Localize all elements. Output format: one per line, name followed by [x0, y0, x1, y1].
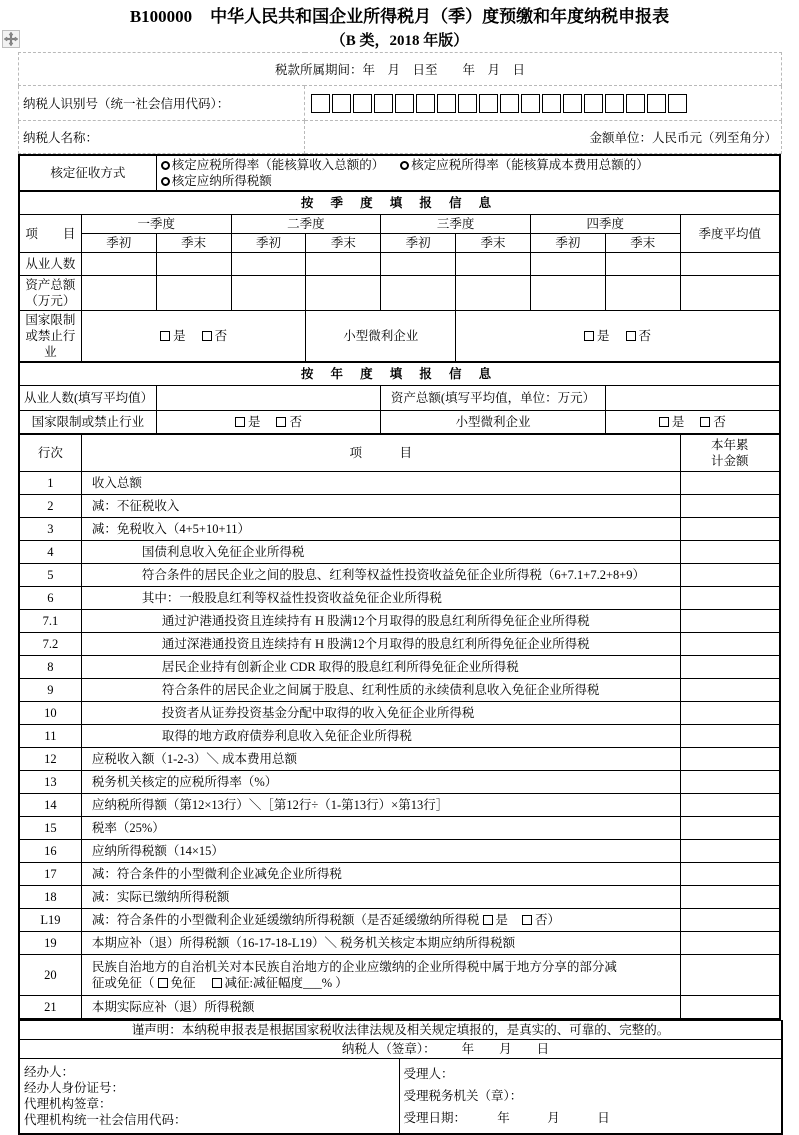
l19-no-label: 否） — [535, 913, 561, 927]
annual-flags-row — [19, 411, 780, 435]
table-row — [19, 587, 780, 610]
row-amount-7-1[interactable] — [680, 610, 780, 633]
row-item-3 — [81, 518, 680, 541]
table-row — [19, 748, 780, 771]
checkbox-annual-restricted-no-icon[interactable] — [276, 417, 286, 427]
quarterly-assets-q1-start[interactable] — [81, 276, 156, 311]
row-number-3: 3 — [19, 518, 81, 541]
checkbox-partial-reduce-icon[interactable] — [212, 978, 222, 988]
tax-period-value: 年 月 日至 年 月 日 — [362, 63, 526, 77]
quarterly-assets-q2-end[interactable] — [306, 276, 381, 311]
row-item-17 — [81, 863, 680, 886]
quarterly-small-profit-no: 否 — [638, 329, 652, 343]
row-number-19: 19 — [19, 932, 81, 955]
col-header-amount — [680, 434, 780, 472]
taxpayer-id-box-2[interactable] — [332, 94, 351, 113]
quarterly-staff-row — [19, 253, 780, 276]
row-item-text: 符合条件的居民企业之间的股息、红利等权益性投资收益免征企业所得税（6+7.1+7.2+8+9） — [141, 568, 646, 582]
checkbox-annual-small-profit-no-icon[interactable] — [700, 417, 710, 427]
row-item-text: 其中：一般股息红利等权益性投资收益免征企业所得税 — [141, 591, 442, 605]
currency-unit-label: 金额单位：人民币元（列至角分） — [305, 121, 782, 154]
row-item-text: 税务机关核定的应税所得率（%） — [91, 775, 278, 789]
table-row — [19, 817, 780, 840]
footer-right-1: 受理税务机关（章）： — [403, 1089, 523, 1103]
annual-restricted-label: 国家限制或禁止行业 — [19, 411, 156, 435]
col-header-amount-line2: 计金额 — [711, 454, 749, 468]
table-row — [19, 518, 780, 541]
table-row — [19, 771, 780, 794]
table-row — [19, 564, 780, 587]
row-item-text: 应税收入额（1-2-3）＼ 成本费用总额 — [91, 752, 298, 766]
quarterly-assets-label: 资产总额（万元） — [19, 276, 81, 311]
row-amount-7-2[interactable] — [680, 633, 780, 656]
quarterly-assets-q4-end[interactable] — [605, 276, 680, 311]
quarterly-small-profit-choices[interactable] — [456, 311, 780, 363]
row-amount-11[interactable] — [680, 725, 780, 748]
quarterly-section-title-row — [19, 191, 780, 215]
checkbox-restricted-yes-icon[interactable] — [160, 331, 170, 341]
radio-assessed-income-rate-cost-icon[interactable] — [400, 161, 409, 170]
quarterly-assets-q1-end[interactable] — [156, 276, 231, 311]
form-title-main: 中华人民共和国企业所得税月（季）度预缴和年度纳税申报表 — [210, 7, 670, 26]
taxpayer-name-row — [19, 121, 782, 154]
signature-row — [19, 1040, 782, 1059]
row-item-20 — [81, 955, 680, 996]
table-row — [19, 679, 780, 702]
annual-section-title: 按 年 度 填 报 信 息 — [19, 362, 780, 386]
q3-end-header: 季末 — [456, 234, 531, 253]
row-number-16: 16 — [19, 840, 81, 863]
row-item-text: 居民企业持有创新企业 CDR 取得的股息红利所得免征企业所得税 — [161, 660, 519, 674]
table-row — [19, 633, 780, 656]
radio-assessed-income-rate-revenue-icon[interactable] — [161, 161, 170, 170]
quarterly-header-row-2 — [19, 234, 780, 253]
row-number-5: 5 — [19, 564, 81, 587]
row-item-15 — [81, 817, 680, 840]
tax-period-label: 税款所属期间： — [274, 63, 363, 77]
row-number-12: 12 — [19, 748, 81, 771]
taxpayer-id-box-4[interactable] — [374, 94, 393, 113]
annual-small-profit-yes: 是 — [671, 415, 685, 429]
quarterly-assets-row — [19, 276, 780, 311]
row-item-16 — [81, 840, 680, 863]
checkbox-annual-restricted-yes-icon[interactable] — [235, 417, 245, 427]
row-number-L19: L19 — [19, 909, 81, 932]
taxpayer-name-label: 纳税人名称： — [19, 121, 305, 154]
row-amount-5[interactable] — [680, 564, 780, 587]
row-number-13: 13 — [19, 771, 81, 794]
row-item-19 — [81, 932, 680, 955]
assessment-option-0: 核定应税所得率（能核算收入总额的） — [171, 158, 385, 172]
tax-period-cell — [19, 53, 782, 86]
row-number-1: 1 — [19, 472, 81, 495]
quarterly-staff-label: 从业人数 — [19, 253, 81, 276]
row-amount-12[interactable] — [680, 748, 780, 771]
row-item-text: 符合条件的居民企业之间属于股息、红利性质的永续债利息收入免征企业所得税 — [161, 683, 600, 697]
row-amount-18[interactable] — [680, 886, 780, 909]
form-title-block — [0, 0, 799, 52]
table-row — [19, 541, 780, 564]
row-amount-6[interactable] — [680, 587, 780, 610]
annual-staff-assets-row — [19, 386, 780, 411]
row-item-7-2 — [81, 633, 680, 656]
quarterly-small-profit-label: 小型微利企业 — [306, 311, 456, 363]
taxpayer-id-box-16[interactable] — [626, 94, 645, 113]
quarterly-small-profit-yes: 是 — [597, 329, 610, 343]
row-amount-3[interactable] — [680, 518, 780, 541]
quarterly-staff-q2-end[interactable] — [306, 253, 381, 276]
taxpayer-id-boxes-cell[interactable] — [305, 86, 782, 121]
footer-right-2: 受理日期： 年 月 日 — [403, 1111, 610, 1125]
q3-start-header: 季初 — [381, 234, 456, 253]
row-amount-9[interactable] — [680, 679, 780, 702]
row-item-text: 减：免税收入（4+5+10+11） — [91, 522, 251, 536]
row20-prefix: 征或免征（ — [91, 976, 158, 990]
row-item-text: 减：符合条件的小型微利企业减免企业所得税 — [91, 867, 342, 881]
row-item-5 — [81, 564, 680, 587]
row-item-2 — [81, 495, 680, 518]
quarterly-staff-q2-start[interactable] — [231, 253, 306, 276]
row-amount-13[interactable] — [680, 771, 780, 794]
footer-right-0: 受理人： — [403, 1067, 454, 1081]
taxpayer-id-boxes[interactable] — [309, 94, 777, 113]
taxpayer-id-box-18[interactable] — [668, 94, 687, 113]
assessment-method-options[interactable] — [156, 155, 780, 191]
quarterly-assets-q4-start[interactable] — [530, 276, 605, 311]
annual-restricted-yes: 是 — [247, 415, 261, 429]
l19-yes-label: 是 — [495, 913, 509, 927]
table-row — [19, 996, 780, 1020]
row20-reduce-label: 减征:减征幅度___% ） — [224, 976, 348, 990]
taxpayer-id-box-12[interactable] — [542, 94, 561, 113]
row-amount-10[interactable] — [680, 702, 780, 725]
row-item-6 — [81, 587, 680, 610]
checkbox-restricted-no-icon[interactable] — [202, 331, 212, 341]
row-item-7-1 — [81, 610, 680, 633]
footer-left-1: 经办人身份证号： — [24, 1081, 125, 1095]
taxpayer-id-box-1[interactable] — [311, 94, 330, 113]
quarterly-flags-row — [19, 311, 780, 363]
form-title-line1 — [0, 4, 799, 30]
row-amount-15[interactable] — [680, 817, 780, 840]
row-item-text: 通过深港通投资且连续持有 H 股满12个月取得的股息红利所得免征企业所得税 — [161, 637, 590, 651]
assessment-options-line1 — [161, 157, 775, 173]
row-number-7-2: 7.2 — [19, 633, 81, 656]
quarterly-assets-q3-end[interactable] — [456, 276, 531, 311]
row-item-12 — [81, 748, 680, 771]
row-item-8 — [81, 656, 680, 679]
row-amount-17[interactable] — [680, 863, 780, 886]
declaration-footer-table — [18, 1020, 783, 1135]
taxpayer-id-label: 纳税人识别号（统一社会信用代码）： — [19, 86, 305, 121]
assessment-options-line2 — [161, 173, 775, 189]
header-table — [18, 52, 782, 154]
row-item-text: 本期应补（退）所得税额（16-17-18-L19）＼ 税务机关核定本期应纳所得税额 — [91, 936, 516, 950]
taxpayer-id-box-13[interactable] — [563, 94, 582, 113]
annual-restricted-choices[interactable] — [156, 411, 381, 435]
taxpayer-id-box-3[interactable] — [353, 94, 372, 113]
table-row — [19, 702, 780, 725]
row-amount-19[interactable] — [680, 932, 780, 955]
row-item-14 — [81, 794, 680, 817]
row-item-13 — [81, 771, 680, 794]
row-item-text: 投资者从证券投资基金分配中取得的收入免征企业所得税 — [161, 706, 475, 720]
quarterly-restricted-no: 否 — [214, 329, 228, 343]
quarterly-item-header: 项 目 — [19, 215, 81, 253]
row-item-text: 本期实际应补（退）所得税额 — [91, 1000, 255, 1014]
col-header-item: 项 目 — [81, 434, 680, 472]
footer-left-cell — [19, 1059, 399, 1135]
row-amount-16[interactable] — [680, 840, 780, 863]
quarterly-restricted-label: 国家限制或禁止行业 — [19, 311, 81, 363]
quarterly-restricted-choices[interactable] — [81, 311, 306, 363]
q1-end-header: 季末 — [156, 234, 231, 253]
row-item-text — [86, 959, 676, 991]
annual-restricted-no: 否 — [289, 415, 302, 429]
footer-left-2: 代理机构签章： — [24, 1097, 112, 1111]
annual-assets-label: 资产总额(填写平均值，单位：万元） — [381, 386, 606, 411]
checkbox-defer-yes-icon[interactable] — [483, 915, 493, 925]
row-item-text: 税率（25%） — [91, 821, 165, 835]
table-row — [19, 886, 780, 909]
row-item-L19 — [81, 909, 680, 932]
row-number-14: 14 — [19, 794, 81, 817]
signature-label: 纳税人（签章）： — [341, 1042, 436, 1056]
col-header-amount-line1: 本年累 — [711, 438, 749, 452]
taxpayer-id-box-11[interactable] — [521, 94, 540, 113]
row20-line1: 民族自治地方的自治机关对本民族自治地方的企业应缴纳的企业所得税中属于地方分享的部分减 — [91, 960, 617, 974]
quarterly-restricted-yes: 是 — [173, 329, 186, 343]
row20-exempt-label: 免征 — [170, 976, 196, 990]
row-number-6: 6 — [19, 587, 81, 610]
row-item-text: 收入总额 — [91, 476, 142, 490]
row-item-1 — [81, 472, 680, 495]
row-item-18 — [81, 886, 680, 909]
table-row — [19, 863, 780, 886]
row-number-2: 2 — [19, 495, 81, 518]
signature-date: 年 月 日 — [461, 1042, 550, 1056]
tax-period-row — [19, 53, 782, 86]
footer-row — [19, 1059, 782, 1135]
footer-left-0: 经办人： — [24, 1065, 75, 1079]
quarter-header-q4: 四季度 — [530, 215, 680, 234]
table-row — [19, 472, 780, 495]
quarter-header-q2: 二季度 — [231, 215, 381, 234]
row20-line2 — [92, 975, 676, 991]
row-item-text: 应纳所得税额（14×15） — [91, 844, 224, 858]
annual-staff-label: 从业人数(填写平均值） — [19, 386, 156, 411]
quarter-header-q1: 一季度 — [81, 215, 231, 234]
q2-start-header: 季初 — [231, 234, 306, 253]
l19-text-before: 减：符合条件的小型微利企业延缓缴纳所得税额（是否延缓缴纳所得税 — [91, 913, 483, 927]
quarterly-staff-q4-end[interactable] — [605, 253, 680, 276]
quarterly-staff-q1-start[interactable] — [81, 253, 156, 276]
row-number-11: 11 — [19, 725, 81, 748]
assessment-method-label: 核定征收方式 — [19, 155, 156, 191]
row-amount-2[interactable] — [680, 495, 780, 518]
q1-start-header: 季初 — [81, 234, 156, 253]
radio-assessed-tax-amount-icon[interactable] — [161, 177, 170, 186]
quarterly-staff-q3-start[interactable] — [381, 253, 456, 276]
annual-staff-value[interactable] — [156, 386, 381, 411]
table-row — [19, 610, 780, 633]
declaration-text: 谨声明：本纳税申报表是根据国家税收法律法规及相关规定填报的，是真实的、可靠的、完整的。 — [19, 1021, 782, 1040]
annual-assets-value[interactable] — [605, 386, 780, 411]
row-item-11 — [81, 725, 680, 748]
footer-right-cell — [399, 1059, 782, 1135]
table-row — [19, 495, 780, 518]
row-amount-L19[interactable] — [680, 909, 780, 932]
row-item-text: 国债利息收入免征企业所得税 — [141, 545, 305, 559]
row-item-text: 取得的地方政府债券利息收入免征企业所得税 — [161, 729, 412, 743]
row-item-text: 通过沪港通投资且连续持有 H 股满12个月取得的股息红利所得免征企业所得税 — [161, 614, 590, 628]
row-amount-14[interactable] — [680, 794, 780, 817]
annual-small-profit-no: 否 — [713, 415, 726, 429]
row-amount-1[interactable] — [680, 472, 780, 495]
row-amount-21[interactable] — [680, 996, 780, 1020]
assessment-method-row — [19, 155, 780, 191]
main-form-table — [18, 154, 781, 1020]
quarterly-assets-q3-start[interactable] — [381, 276, 456, 311]
annual-small-profit-choices[interactable] — [605, 411, 780, 435]
table-row — [19, 909, 780, 932]
quarterly-section-title: 按 季 度 填 报 信 息 — [19, 191, 780, 215]
quarter-average-header: 季度平均值 — [680, 215, 780, 253]
row-item-text — [86, 912, 676, 928]
move-handle-icon[interactable] — [2, 30, 20, 48]
taxpayer-id-box-6[interactable] — [416, 94, 435, 113]
footer-left-3: 代理机构统一社会信用代码： — [24, 1113, 187, 1127]
taxpayer-id-box-17[interactable] — [647, 94, 666, 113]
row-number-18: 18 — [19, 886, 81, 909]
checkbox-small-profit-no-icon[interactable] — [626, 331, 636, 341]
row-number-17: 17 — [19, 863, 81, 886]
col-header-row-no: 行次 — [19, 434, 81, 472]
table-row — [19, 955, 780, 996]
checkbox-annual-small-profit-yes-icon[interactable] — [659, 417, 669, 427]
assessment-option-1: 核定应税所得率（能核算成本费用总额的） — [411, 158, 649, 172]
row-number-21: 21 — [19, 996, 81, 1020]
table-row — [19, 794, 780, 817]
q4-start-header: 季初 — [530, 234, 605, 253]
row-amount-4[interactable] — [680, 541, 780, 564]
quarterly-staff-q4-start[interactable] — [530, 253, 605, 276]
row-number-15: 15 — [19, 817, 81, 840]
table-row — [19, 840, 780, 863]
quarterly-staff-q3-end[interactable] — [456, 253, 531, 276]
row-item-21 — [81, 996, 680, 1020]
items-header-row — [19, 434, 780, 472]
row-item-9 — [81, 679, 680, 702]
declaration-row — [19, 1021, 782, 1040]
table-row — [19, 656, 780, 679]
row-item-text: 应纳税所得额（第12×13行）＼［第12行÷（1-第13行）×第13行］ — [91, 798, 449, 812]
checkbox-defer-no-icon[interactable] — [522, 915, 532, 925]
row-number-8: 8 — [19, 656, 81, 679]
quarterly-assets-average[interactable] — [680, 276, 780, 311]
row-number-10: 10 — [19, 702, 81, 725]
form-title-line2: （B 类，2018 年版） — [330, 33, 469, 49]
row-item-4 — [81, 541, 680, 564]
taxpayer-id-box-10[interactable] — [500, 94, 519, 113]
taxpayer-id-box-9[interactable] — [479, 94, 498, 113]
q2-end-header: 季末 — [306, 234, 381, 253]
taxpayer-id-box-8[interactable] — [458, 94, 477, 113]
signature-cell[interactable] — [19, 1040, 782, 1059]
table-row — [19, 725, 780, 748]
quarterly-staff-q1-end[interactable] — [156, 253, 231, 276]
taxpayer-id-box-15[interactable] — [605, 94, 624, 113]
row-number-7-1: 7.1 — [19, 610, 81, 633]
row-number-4: 4 — [19, 541, 81, 564]
annual-small-profit-label: 小型微利企业 — [381, 411, 606, 435]
taxpayer-id-row — [19, 86, 782, 121]
row-number-9: 9 — [19, 679, 81, 702]
form-code: B100000 — [129, 7, 193, 26]
row-item-text: 减：实际已缴纳所得税额 — [91, 890, 230, 904]
checkbox-small-profit-yes-icon[interactable] — [584, 331, 594, 341]
assessment-option-2: 核定应纳所得税额 — [171, 174, 272, 188]
checkbox-full-exempt-icon[interactable] — [158, 978, 168, 988]
row-amount-20[interactable] — [680, 955, 780, 996]
quarterly-assets-q2-start[interactable] — [231, 276, 306, 311]
table-row — [19, 932, 780, 955]
taxpayer-id-box-5[interactable] — [395, 94, 414, 113]
q4-end-header: 季末 — [605, 234, 680, 253]
row-number-20: 20 — [19, 955, 81, 996]
row-amount-8[interactable] — [680, 656, 780, 679]
annual-section-title-row — [19, 362, 780, 386]
quarterly-staff-average[interactable] — [680, 253, 780, 276]
quarter-header-q3: 三季度 — [381, 215, 531, 234]
taxpayer-id-box-14[interactable] — [584, 94, 603, 113]
row-item-10 — [81, 702, 680, 725]
quarterly-header-row-1 — [19, 215, 780, 234]
taxpayer-id-box-7[interactable] — [437, 94, 456, 113]
row-item-text: 减：不征税收入 — [91, 499, 180, 513]
